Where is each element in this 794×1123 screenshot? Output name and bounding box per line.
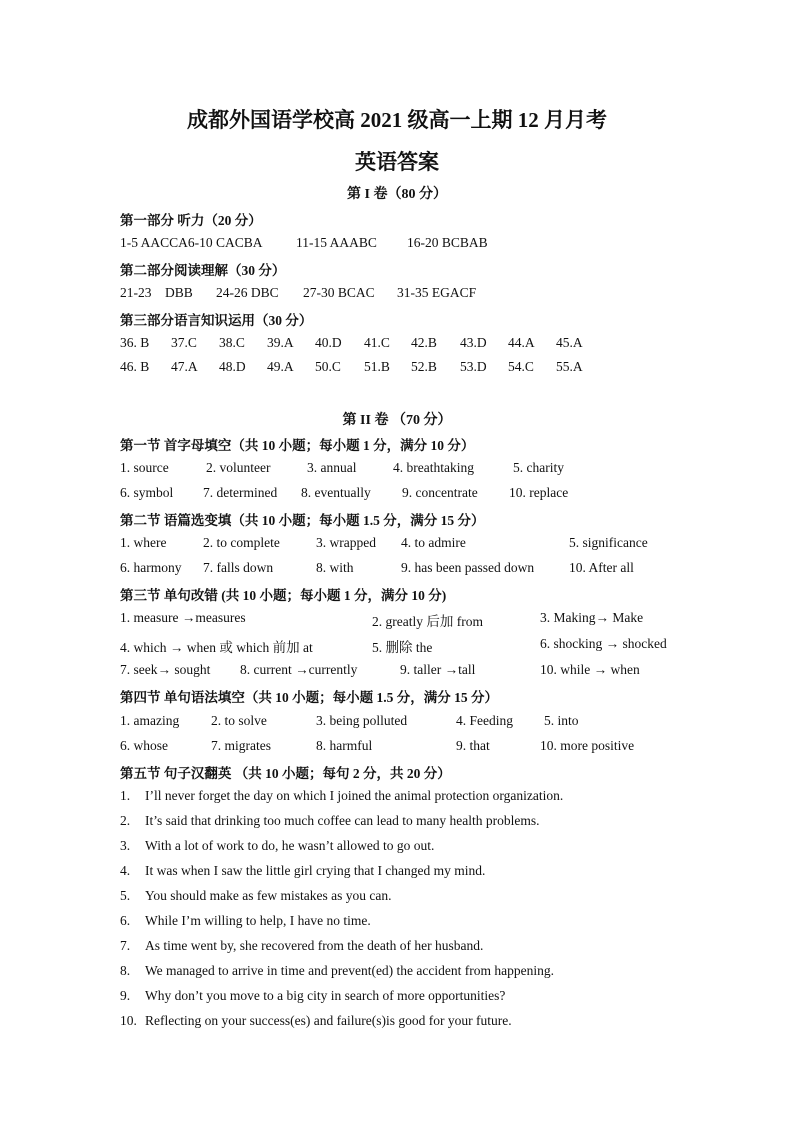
section1-answer: 1. source <box>120 460 169 475</box>
section4-answer: 3. being polluted <box>316 713 408 728</box>
sentence-text: I’ll never forget the day on which I joined the animal protection organization. <box>145 788 564 803</box>
sentence-number: 9. <box>120 988 131 1003</box>
cloze-answer: 45.A <box>556 335 583 350</box>
section4-answer: 10. more positive <box>540 738 635 753</box>
reading-answer: 21-23 DBB <box>120 285 193 300</box>
sentence-number: 5. <box>120 888 131 903</box>
section1-answer: 7. determined <box>203 485 278 500</box>
sentence-text: It was when I saw the little girl crying that I changed my mind. <box>145 863 486 878</box>
section4-answer: 7. migrates <box>211 738 271 753</box>
cloze-answer: 55.A <box>556 359 583 374</box>
reading-answer: 31-35 EGACF <box>397 285 477 300</box>
sentence-text: While I’m willing to help, I have no time. <box>145 913 371 928</box>
sentence-number: 8. <box>120 963 131 978</box>
cloze-answer: 46. B <box>120 359 150 374</box>
volume1-title: 第 I 卷（80 分） <box>347 187 447 202</box>
sentence-text: It’s said that drinking too much coffee can lead to many health problems. <box>145 813 540 828</box>
section3-answer: 9. taller →tall <box>400 662 476 677</box>
listening-answer: 16-20 BCBAB <box>407 235 488 250</box>
section4-answer: 1. amazing <box>120 713 180 728</box>
section3-answer: 6. shocking → shocked <box>540 636 667 651</box>
cloze-answer: 39.A <box>267 335 294 350</box>
section3-heading: 第三节 单句改错 (共 10 小题；每小题 1 分，满分 10 分) <box>120 588 447 603</box>
section3-answer: 8. current →currently <box>240 662 358 677</box>
cloze-answer: 48.D <box>219 359 246 374</box>
cloze-answer: 43.D <box>460 335 487 350</box>
sentence-number: 10. <box>120 1013 137 1028</box>
cloze-answer: 37.C <box>171 335 197 350</box>
section2-heading: 第二节 语篇选变填（共 10 小题；每小题 1.5 分，满分 15 分） <box>120 513 485 528</box>
section3-answer: 1. measure →measures <box>120 610 246 625</box>
cloze-answer: 47.A <box>171 359 198 374</box>
sentence-number: 3. <box>120 838 131 853</box>
section2-answer: 6. harmony <box>120 560 182 575</box>
cloze-answer: 36. B <box>120 335 150 350</box>
cloze-answer: 50.C <box>315 359 341 374</box>
section3-answer: 5. 删除 the <box>372 640 433 655</box>
section2-answer: 5. significance <box>569 535 648 550</box>
reading-answer: 27-30 BCAC <box>303 285 375 300</box>
section1-answer: 5. charity <box>513 460 564 475</box>
section5-heading: 第五节 句子汉翻英 （共 10 小题；每句 2 分，共 20 分） <box>120 766 451 781</box>
document-title: 成都外国语学校高 2021 级高一上期 12 月月考 <box>187 108 607 132</box>
section3-answer: 2. greatly 后加 from <box>372 614 483 629</box>
section4-answer: 8. harmful <box>316 738 373 753</box>
section4-answer: 4. Feeding <box>456 713 513 728</box>
part3-heading: 第三部分语言知识运用（30 分） <box>120 313 313 328</box>
section1-answer: 4. breathtaking <box>393 460 474 475</box>
part1-heading: 第一部分 听力（20 分） <box>120 213 262 228</box>
section2-answer: 9. has been passed down <box>401 560 535 575</box>
cloze-answer: 41.C <box>364 335 390 350</box>
section3-answer: 4. which → when 或 which 前加 at <box>120 640 313 655</box>
sentence-text: Why don’t you move to a big city in search of more opportunities? <box>145 988 506 1003</box>
section4-answer: 6. whose <box>120 738 168 753</box>
section1-heading: 第一节 首字母填空（共 10 小题；每小题 1 分，满分 10 分） <box>120 438 475 453</box>
section2-answer: 3. wrapped <box>316 535 376 550</box>
document-subtitle: 英语答案 <box>355 150 439 174</box>
section1-answer: 2. volunteer <box>206 460 271 475</box>
cloze-answer: 42.B <box>411 335 437 350</box>
cloze-answer: 38.C <box>219 335 245 350</box>
sentence-text: With a lot of work to do, he wasn’t allowed to go out. <box>145 838 435 853</box>
section1-answer: 6. symbol <box>120 485 174 500</box>
section2-answer: 7. falls down <box>203 560 274 575</box>
section4-answer: 9. that <box>456 738 490 753</box>
sentence-number: 4. <box>120 863 131 878</box>
cloze-answer: 51.B <box>364 359 390 374</box>
section1-answer: 10. replace <box>509 485 569 500</box>
section2-answer: 8. with <box>316 560 354 575</box>
cloze-answer: 44.A <box>508 335 535 350</box>
sentence-text: We managed to arrive in time and prevent(ed) the accident from happening. <box>145 963 554 978</box>
listening-answer: 1-5 AACCA6-10 CACBA <box>120 235 263 250</box>
sentence-number: 6. <box>120 913 131 928</box>
section4-heading: 第四节 单句语法填空（共 10 小题；每小题 1.5 分，满分 15 分） <box>120 690 498 705</box>
section2-answer: 1. where <box>120 535 167 550</box>
section2-answer: 4. to admire <box>401 535 466 550</box>
section3-answer: 10. while → when <box>540 662 640 677</box>
sentence-number: 2. <box>120 813 131 828</box>
section4-answer: 2. to solve <box>211 713 267 728</box>
sentence-text: As time went by, she recovered from the death of her husband. <box>145 938 484 953</box>
section4-answer: 5. into <box>544 713 579 728</box>
part2-heading: 第二部分阅读理解（30 分） <box>120 263 286 278</box>
volume2-title: 第 II 卷 （70 分） <box>342 413 452 428</box>
cloze-answer: 40.D <box>315 335 342 350</box>
sentence-number: 1. <box>120 788 131 803</box>
reading-answer: 24-26 DBC <box>216 285 279 300</box>
listening-answer: 11-15 AAABC <box>296 235 377 250</box>
cloze-answer: 52.B <box>411 359 437 374</box>
cloze-answer: 53.D <box>460 359 487 374</box>
sentence-text: You should make as few mistakes as you can. <box>145 888 392 903</box>
section1-answer: 3. annual <box>307 460 357 475</box>
section1-answer: 9. concentrate <box>402 485 478 500</box>
cloze-answer: 54.C <box>508 359 534 374</box>
cloze-answer: 49.A <box>267 359 294 374</box>
section2-answer: 2. to complete <box>203 535 280 550</box>
section3-answer: 3. Making→ Make <box>540 610 644 625</box>
sentence-number: 7. <box>120 938 131 953</box>
section2-answer: 10. After all <box>569 560 634 575</box>
section1-answer: 8. eventually <box>301 485 371 500</box>
section3-answer: 7. seek→ sought <box>120 662 211 677</box>
sentence-text: Reflecting on your success(es) and failure(s)is good for your future. <box>145 1013 512 1028</box>
